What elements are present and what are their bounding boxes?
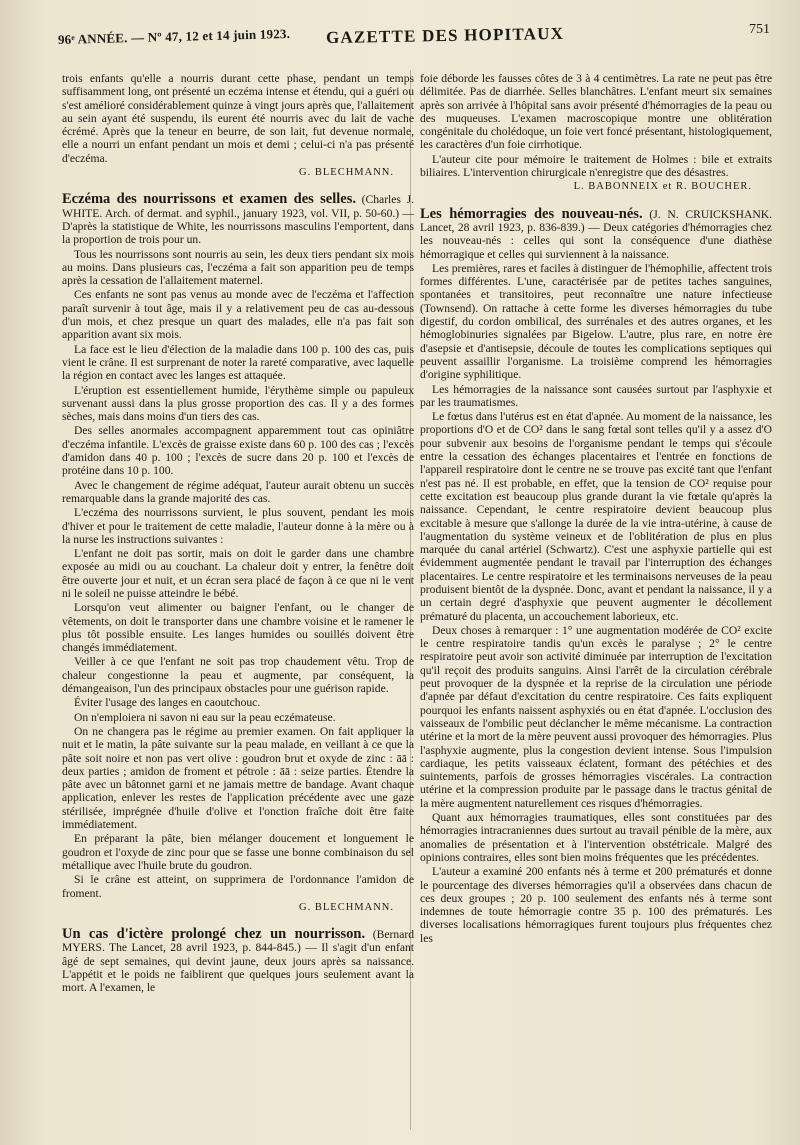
article1-paragraph: L'enfant ne doit pas sortir, mais on doit le garder dans une chambre exposée au midi ou au couchant. La chaleur doit y entrer, la fenêtre doit être ouverte jour et nuit, et un écran sera placé de façon à ce que ni le vent ni le soleil ne puisse atteindre le bébé. (62, 547, 414, 600)
article3-paragraph: Deux choses à remarquer : 1° une augmentation modérée de CO² excite le centre respiratoire tandis qu'un excès le paralyse ; 2° le centre respiratoire peut avoir son activité diminuée par interruption de l'excitation qu'il reçoit des produits sanguins. Ainsi l'arrêt de la circulation cérébrale peut provoquer de la dyspnée et la reprise de la circulation une période d'apnée par défaut d'excitation du centre respiratoire. Ces faits expliquent pourquoi les enfants naissent asphyxiés ou en état d'apnée. L'occlusion des vaisseaux de l'ombilic peut déclancher le même mécanisme. La contraction utérine et la mort de la mère peuvent aussi provoquer des hémorragies. Plus l'asphyxie augmente, plus la congestion devient intense. Sous l'impulsion cardiaque, les petits vaisseaux éclatent, formant des pétéchies et des suintements, parfois de grosses hémorragies viscérales. La contraction utérine et la compression produite par le passage dans le tractus génital de la mère augmentent naturellement ces risques d'hémorragies. (420, 623, 772, 810)
article1-paragraph: On ne changera pas le régime au premier examen. On fait appliquer la nuit et le matin, la pâte suivante sur la peau malade, en veillant à ce que la pâte soit noire et non pas vert olive : goudron brut et oxyde de zinc : āā : deux parties ; amidon de froment et pétrole : āā : seize parties. Étendre la pâte avec un bâtonnet garni et ne jamais mettre de bandage. Avant chaque application, enlever les restes de l'application précédente avec une gaze stérilisée, imprégnée d'huile d'olive et l'onction fraîche doit être faite immédiatement. (62, 724, 414, 832)
article3-paragraph: L'auteur a examiné 200 enfants nés à terme et 200 prématurés et donne le pourcentage des diverses hémorragies qu'il a observées dans chacun de ces deux groupes ; 20 p. 100 seulement des enfants nés à terme sont indemnes de toute hémorragie contre 35 p. 100 des prématurés. Les diverses localisations hémorragiques furent toujours plus fréquentes chez les (420, 865, 772, 945)
left-column (62, 72, 414, 996)
article1-paragraph: Tous les nourrissons sont nourris au sein, les deux tiers pendant six mois au moins. Dans plusieurs cas, l'eczéma a fait son apparition peu de temps après la cessation de l'allaitement maternel. (62, 247, 414, 288)
article3-reference: (J. N. CRUICKSHANK. Lancet, 28 avril 1923, p. 836-839.) — Deux catégories d'hémorragies chez les nouveau-nés : celles qui sont la conséquence d'une diathèse hémorragique et celles qui surviennent à la naissance. (420, 207, 772, 261)
article2-header (62, 928, 414, 994)
article2-reference: (Bernard MYERS. The Lancet, 28 avril 1923, p. 844-845.) — Il s'agit d'un enfant âgé de sept semaines, qui devint jaune, deux jours après sa naissance. L'appétit et le poids ne faiblirent que quelques jours seulement avant la mort. A l'examen, le (62, 928, 414, 995)
continuation-signature: L. BABONNEIX et R. BOUCHER. (573, 181, 752, 193)
intro-paragraph: trois enfants qu'elle a nourris durant cette phase, pendant un temps suffisamment long, ont présenté un eczéma intense et étendu, qui a guéri ou s'est amélioré considérablement quinze à vingt jours après que, l'allaitement au sein ayant été suspendu, ils eurent été nourris avec du lait de vache écrémé. Après que la teneur en beurre, de son lait, fut devenue normale, elle a nourri un enfant pendant un mois et demi ; celui-ci n'a pas présenté d'eczéma. (62, 72, 414, 165)
article1-paragraph: Éviter l'usage des langes en caoutchouc. (74, 696, 261, 710)
page-number: 751 (749, 22, 770, 37)
article1-paragraph: Si le crâne est atteint, on supprimera de l'ordonnance l'amidon de froment. (62, 873, 414, 900)
article1-header (62, 193, 414, 246)
article1-paragraph: Des selles anormales accompagnent apparemment tout cas opiniâtre d'eczéma infantile. L'excès de graisse existe dans 60 p. 100 des cas ; l'excès d'amidon dans 40 p. 100 ; l'excès de sucre dans 20 p. 100 et l'excès de protéine dans 10 p. 100. (62, 424, 414, 478)
article1-signature: G. BLECHMANN. (299, 901, 394, 913)
article1-paragraph: Ces enfants ne sont pas venus au monde avec de l'eczéma et l'affection paraît survenir à tout âge, mais il y a relativement peu de cas au-dessous d'un mois, et chez presque un quart des malades, elle n'a pas fait son apparition avant six mois. (62, 288, 414, 342)
article1-paragraph: Lorsqu'on veut alimenter ou baigner l'enfant, ou le changer de vêtements, on doit le transporter dans une chambre voisine et le ramener le plus tôt possible ensuite. Les langes humides ou souillés doivent être changés immédiatement. (62, 601, 414, 655)
article1-paragraph: Veiller à ce que l'enfant ne soit pas trop chaudement vêtu. Trop de chaleur congestionne la peau et augmente, par conséquent, la démangeaison, l'un des principaux obstacles pour une guérison rapide. (62, 655, 414, 696)
journal-title: GAZETTE DES HOPITAUX (325, 23, 565, 48)
article1-paragraph: L'eczéma des nourrissons survient, le plus souvent, pendant les mois d'hiver et pour le traitement de cette maladie, l'auteur donne à la mère ou à la nurse les instructions suivantes : (62, 506, 414, 546)
article3-header (420, 205, 772, 261)
page-header (58, 18, 770, 58)
article1-paragraph: Avec le changement de régime adéquat, l'auteur aurait obtenu un succès remarquable dans la grande majorité des cas. (62, 478, 414, 505)
article3-title: Les hémorragies des nouveau-nés. (420, 205, 643, 222)
article1-paragraph: On n'emploiera ni savon ni eau sur la peau eczémateuse. (74, 710, 336, 724)
article1-title: Eczéma des nourrissons et examen des selles. (62, 191, 356, 208)
issue-line: 96ᵉ ANNÉE. — Nº 47, 12 et 14 juin 1923. (57, 25, 291, 47)
continuation-paragraph: foie déborde les fausses côtes de 3 à 4 centimètres. La rate ne peut pas être délimitée. Pas de diarrhée. Selles blanchâtres. L'enfant meurt six semaines après son arrivée à l'hôpital sans avoir présenté d'hémorragies de la peau ou des muqueuses. L'examen macroscopique montre une oblitération congénitale du cholédoque, un foie vert foncé présentant, histologiquement, les caractères d'un foie cirrhotique. (420, 72, 772, 152)
article3-paragraph: Quant aux hémorragies traumatiques, elles sont constituées par des hémorragies intracraniennes dues surtout au travail pénible de la mère, aux anomalies de présentation et à l'intervention obstétricale. Malgré des opinions contraires, elles sont bien moins fréquentes que les précédentes. (420, 811, 772, 864)
article3-paragraph: Le fœtus dans l'utérus est en état d'apnée. Au moment de la naissance, les proportions d'O et de CO² dans le sang fœtal sont telles qu'il y a assez d'O pour subvenir aux besoins de l'organisme pendant le temps qui s'écoule entre la cessation des échanges placentaires et l'entrée en fonctions de l'appareil respiratoire dont le centre ne se trouve pas excité tant que l'enfant n'est pas né. Il est probable, en effet, que la tension de CO² requise pour cette excitation est beaucoup plus grande durant la vie fœtale qu'après la naissance. Cependant, le centre respiratoire devient beaucoup plus excitable à mesure que s'allonge la durée de la vie intra-utérine, à cause de l'augmentation du système veineux et de l'oblitération de plus en plus marquée du canal artériel (Schwartz). C'est une asphyxie partielle qui est évidemment augmentée pendant le travail par l'interruption des échanges placentaires. Le centre respiratoire et les terminaisons nerveuses de la peau produisent bientôt de la dyspnée. Donc, avant et pendant la naissance, il y a un certain degré d'asphyxie que peuvent augmenter le décollement prématuré du placenta, un accouchement laborieux, etc. (420, 410, 772, 623)
article1-paragraph: L'éruption est essentiellement humide, l'érythème simple ou papuleux survenant aussi dans la plus grosse proportion des cas. Il y a des formes sèches, mais dans moins d'un tiers des cas. (62, 383, 414, 424)
article3-paragraph: Les hémorragies de la naissance sont causées surtout par l'asphyxie et par les traumatismes. (420, 382, 772, 409)
continuation-paragraph-2: L'auteur cite pour mémoire le traitement de Holmes : bile et extraits biliaires. L'intervention chirurgicale n'enregistre que des désastres. (420, 152, 772, 180)
article3-paragraph: Les premières, rares et faciles à distinguer de l'hémophilie, affectent trois formes différentes. L'une, caractérisée par de petites taches sanguines, spontanées et transitoires, peut reconnaître une nature infectieuse (Townsend). On rattache à cette forme les diverses hémorragies du tube digestif, du cordon ombilical, des surrénales et des autres organes, et les hémoglobinuries signalées par Bigelow. L'autre, plus rare, en notre ère d'asepsie et d'antisepsie, découle de toutes les complications septiques qui peuvent assaillir l'organisme. La troisième comprend les hémorragies d'origine syphilitique. (420, 261, 772, 382)
article1-paragraph: La face est le lieu d'élection de la maladie dans 100 p. 100 des cas, puis vient le crâne. Il est surprenant de noter la rareté comparative, avec laquelle la région en contact avec les langes est attaquée. (62, 342, 414, 383)
article1-reference: (Charles J. WHITE. Arch. of dermat. and syphil., january 1923, vol. VII, p. 50-60.) — D'après la statistique de White, les nourrissons masculins l'emportent, dans la proportion de trois pour un. (62, 193, 414, 247)
article1-paragraph: En préparant la pâte, bien mélanger doucement et longuement le goudron et l'oxyde de zinc pour que se fasse une bonne combinaison du sel métallique avec l'huile brute du goudron. (62, 832, 414, 872)
right-column (420, 72, 772, 946)
article2-title: Un cas d'ictère prolongé chez un nourrisson. (62, 926, 366, 943)
intro-signature: G. BLECHMANN. (299, 167, 394, 179)
